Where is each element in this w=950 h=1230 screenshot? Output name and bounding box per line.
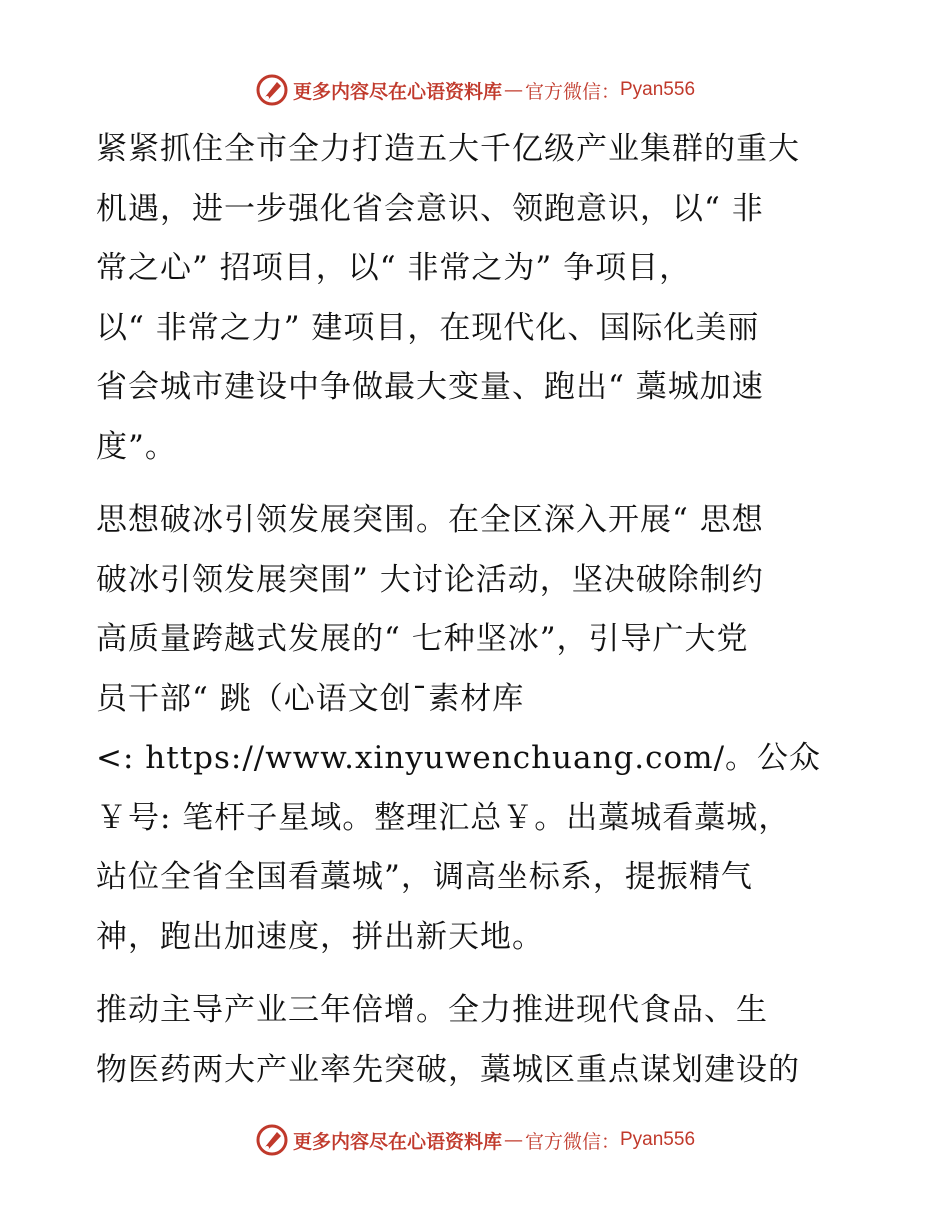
- text-line: 常之心” 招项目，以“ 非常之为” 争项目，: [96, 250, 692, 286]
- header-wechat-label: 官方微信：: [524, 80, 620, 103]
- pen-nib-logo-icon: [255, 73, 289, 107]
- text-line: 思想破冰引领发展突围。在全区深入开展“ 思想: [96, 502, 764, 538]
- text-line: 高质量跨越式发展的“ 七种坚冰”，引导广大党: [96, 621, 749, 657]
- header-banner: [0, 70, 950, 110]
- text-line: 破冰引领发展突围” 大讨论活动，坚决破除制约: [96, 561, 764, 598]
- text-line: 机遇，进一步强化省会意识、领跑意识，以“ 非: [96, 190, 764, 227]
- footer-dash: —: [503, 1129, 523, 1151]
- footer-brand-text: 更多内容尽在心语资料库: [292, 1130, 502, 1153]
- footer-banner: [0, 1120, 950, 1160]
- text-line: 紧紧抓住全市全力打造五大千亿级产业集群的重大: [96, 131, 800, 167]
- text-line: ￥号: 笔杆子星域。整理汇总￥。出藁城看藁城，: [96, 799, 791, 836]
- text-line: 省会城市建设中争做最大变量、跑出“ 藁城加速: [96, 369, 764, 405]
- text-line: 站位全省全国看藁城”，调高坐标系，提振精气: [96, 859, 753, 895]
- pen-nib-logo-icon: [255, 1123, 289, 1157]
- text-line: <: https://www.xinyuwenchuang.com/。公众: [96, 740, 822, 776]
- text-line: 度”。: [96, 428, 177, 465]
- text-line: 物医药两大产业率先突破，藁城区重点谋划建设的: [96, 1051, 800, 1088]
- text-line: 推动主导产业三年倍增。全力推进现代食品、生: [96, 992, 768, 1028]
- paragraph-3: [96, 981, 856, 1100]
- text-line: 神，跑出加速度，拼出新天地。: [96, 918, 544, 955]
- footer-wechat-id: Pyan556: [620, 1129, 696, 1150]
- document-body: [96, 120, 856, 1114]
- paragraph-2: [96, 491, 856, 967]
- header-wechat-id: Pyan556: [620, 79, 696, 100]
- text-line: 员干部“ 跳（心语文创¯素材库: [96, 680, 525, 717]
- header-brand-text: 更多内容尽在心语资料库: [292, 80, 502, 103]
- header-dash: —: [503, 79, 523, 101]
- paragraph-1: [96, 120, 856, 477]
- footer-wechat-label: 官方微信：: [524, 1130, 620, 1153]
- text-line: 以“ 非常之力” 建项目，在现代化、国际化美丽: [96, 309, 760, 346]
